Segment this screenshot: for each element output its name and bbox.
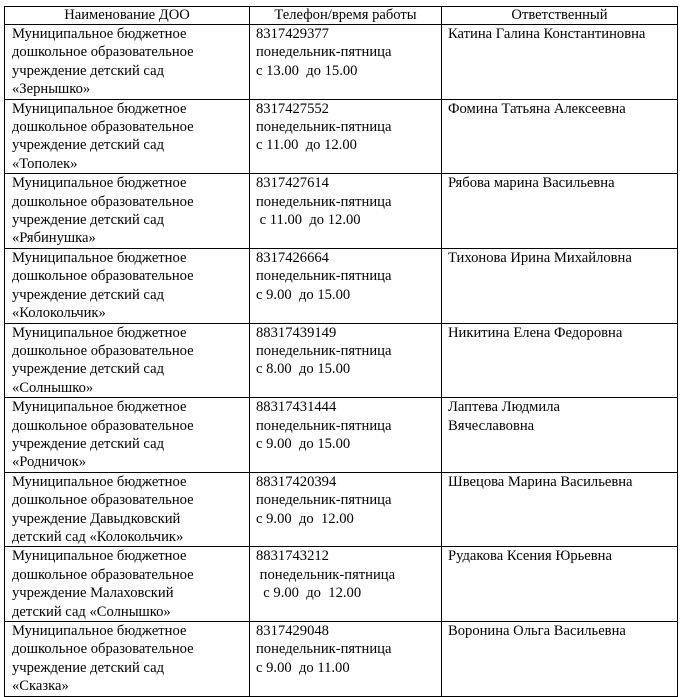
phone-hours-line: 8317429377 (256, 26, 329, 42)
phone-hours-line: с 9.00 до 12.00 (256, 585, 362, 602)
phone-hours-line: понедельник-пятница (256, 566, 396, 583)
responsible-cell (442, 472, 678, 547)
doo-name-line: «Тополек» (12, 155, 78, 172)
doo-name-line: Муниципальное бюджетное (12, 175, 187, 192)
doo-name-line: Муниципальное бюджетное (12, 100, 187, 117)
doo-name-line: дошкольное образовательное (12, 119, 194, 136)
phone-hours-cell (250, 248, 442, 323)
doo-name-line: дошкольное образовательное (12, 268, 194, 285)
phone-hours-line: понедельник-пятница (256, 492, 392, 509)
doo-name-line: «Солнышко» (12, 379, 94, 396)
responsible-line: Швецова Марина Васильевна (448, 473, 633, 490)
doo-name-cell (5, 398, 250, 473)
responsible-line: Никитина Елена Федоровна (448, 324, 623, 341)
phone-hours-line: с 11.00 до 12.00 (256, 212, 361, 229)
table-row (5, 99, 678, 174)
phone-hours-cell (250, 622, 442, 697)
phone-hours-line: понедельник-пятница (256, 44, 392, 61)
doo-name-line: «Рябинушка» (12, 230, 96, 247)
doo-name-cell (5, 99, 250, 174)
responsible-line: Тихонова Ирина Михайловна (448, 249, 632, 266)
responsible-cell (442, 547, 678, 622)
responsible-line: Фомина Татьяна Алексеевна (448, 100, 626, 117)
phone-hours-line: с 8.00 до 15.00 (256, 361, 351, 378)
phone-hours-line: понедельник-пятница (256, 268, 392, 285)
doo-name-line: учреждение детский сад (12, 435, 164, 452)
phone-hours-line: 88317431444 (256, 399, 337, 416)
phone-hours-line: 8317427552 (256, 100, 329, 117)
doo-name-line: учреждение детский сад (12, 62, 164, 79)
phone-hours-cell (250, 174, 442, 249)
doo-name-line: дошкольное образовательное (12, 566, 194, 583)
table-row (5, 323, 678, 398)
phone-hours-cell (250, 25, 442, 100)
responsible-line: Лаптева Людмила (448, 399, 560, 416)
doo-name-cell (5, 622, 250, 697)
table-body (5, 25, 678, 697)
table-row (5, 622, 678, 697)
phone-hours-line: понедельник-пятница (256, 342, 392, 359)
doo-name-line: Муниципальное бюджетное (12, 473, 187, 490)
phone-hours-line: 8317427614 (256, 175, 329, 192)
header-phone-hours: Телефон/время работы (250, 7, 442, 25)
phone-hours-cell (250, 323, 442, 398)
doo-name-line: учреждение детский сад (12, 659, 164, 676)
phone-hours-line: с 11.00 до 12.00 (256, 137, 357, 154)
doo-name-cell (5, 547, 250, 622)
doo-name-line: Муниципальное бюджетное (12, 548, 187, 565)
responsible-cell (442, 25, 678, 100)
doo-contacts-table (4, 6, 678, 697)
doo-name-line: Муниципальное бюджетное (12, 324, 187, 341)
doo-name-line: дошкольное образовательное (12, 44, 194, 61)
phone-hours-line: понедельник-пятница (256, 119, 392, 136)
doo-name-cell (5, 472, 250, 547)
doo-name-line: дошкольное образовательное (12, 342, 194, 359)
responsible-line: Воронина Ольга Васильевна (448, 623, 626, 639)
phone-hours-line: понедельник-пятница (256, 193, 392, 210)
doo-name-line: «Колокольчик» (12, 305, 106, 322)
table-row (5, 174, 678, 249)
responsible-line: Рудакова Ксения Юрьевна (448, 548, 612, 565)
doo-name-line: детский сад «Солнышко» (12, 603, 171, 620)
table-header-row (5, 7, 678, 25)
doo-name-line: «Родничок» (12, 454, 86, 471)
phone-hours-line: 88317439149 (256, 324, 337, 341)
header-responsible: Ответственный (442, 7, 678, 25)
doo-name-line: Муниципальное бюджетное (12, 26, 187, 42)
doo-name-cell (5, 323, 250, 398)
responsible-cell (442, 174, 678, 249)
table-row (5, 248, 678, 323)
doo-name-line: учреждение детский сад (12, 212, 164, 229)
phone-hours-line: 8317426664 (256, 249, 329, 266)
table-row (5, 398, 678, 473)
doo-name-line: Муниципальное бюджетное (12, 399, 187, 416)
doo-name-line: детский сад «Колокольчик» (12, 528, 184, 545)
responsible-line: Катина Галина Константиновна (448, 26, 646, 42)
table-row (5, 25, 678, 100)
doo-name-line: дошкольное образовательное (12, 193, 194, 210)
phone-hours-line: с 9.00 до 15.00 (256, 286, 351, 303)
phone-hours-line: 88317420394 (256, 473, 337, 490)
phone-hours-cell (250, 547, 442, 622)
header-name: Наименование ДОО (5, 7, 250, 25)
doo-name-cell (5, 248, 250, 323)
doo-name-line: дошкольное образовательное (12, 492, 194, 509)
phone-hours-cell (250, 472, 442, 547)
responsible-cell (442, 323, 678, 398)
phone-hours-line: с 9.00 до 15.00 (256, 435, 351, 452)
responsible-line: Рябова марина Васильевна (448, 175, 615, 192)
doo-name-line: Муниципальное бюджетное (12, 623, 187, 639)
phone-hours-line: понедельник-пятница (256, 641, 392, 658)
phone-hours-cell (250, 99, 442, 174)
responsible-cell (442, 99, 678, 174)
phone-hours-line: 8317429048 (256, 623, 329, 639)
phone-hours-line: с 9.00 до 12.00 (256, 510, 354, 527)
phone-hours-line: понедельник-пятница (256, 417, 392, 434)
doo-name-line: учреждение детский сад (12, 286, 164, 303)
doo-name-line: учреждение детский сад (12, 137, 164, 154)
doo-name-line: учреждение Малаховский (12, 585, 174, 602)
doo-name-line: дошкольное образовательное (12, 417, 194, 434)
doo-name-line: учреждение Давыдковский (12, 510, 181, 527)
table-row (5, 472, 678, 547)
table-row (5, 547, 678, 622)
doo-name-cell (5, 174, 250, 249)
doo-name-cell (5, 25, 250, 100)
doo-name-line: учреждение детский сад (12, 361, 164, 378)
phone-hours-line: 8831743212 (256, 548, 329, 565)
phone-hours-line: с 13.00 до 15.00 (256, 62, 358, 79)
doo-name-line: «Сказка» (12, 678, 69, 695)
phone-hours-cell (250, 398, 442, 473)
responsible-cell (442, 248, 678, 323)
responsible-line: Вячеславовна (448, 417, 535, 434)
doo-name-line: Муниципальное бюджетное (12, 249, 187, 266)
phone-hours-line: с 9.00 до 11.00 (256, 659, 350, 676)
responsible-cell (442, 622, 678, 697)
responsible-cell (442, 398, 678, 473)
doo-name-line: «Зернышко» (12, 81, 91, 98)
doo-name-line: дошкольное образовательное (12, 641, 194, 658)
